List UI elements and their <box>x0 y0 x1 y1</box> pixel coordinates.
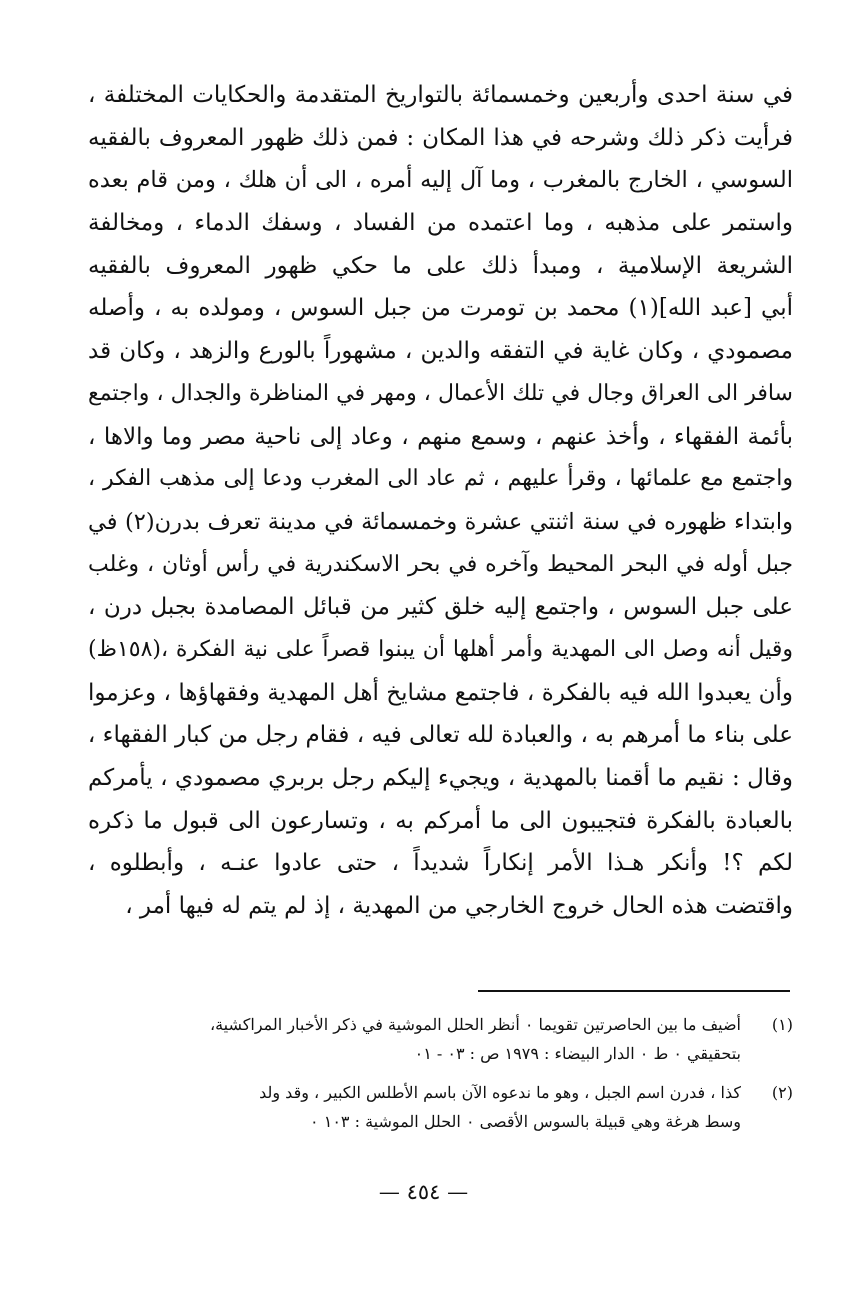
footnote-line: بتحقيقي ٠ ط ٠ الدار البيضاء : ١٩٧٩ ص : ٠٣ - ٠١ <box>414 1044 741 1063</box>
footnote-divider <box>478 990 790 992</box>
footnote-1 <box>95 1010 793 1068</box>
text-line: واقتضت هذه الحال خروج الخارجي من المهدية ، إذ لم يتم له فيها أمر ، <box>125 893 793 920</box>
text-line: وابتداء ظهوره في سنة اثنتي عشرة وخمسمائة في مدينة تعرف بدرن(٢) في <box>88 508 793 535</box>
text-line: لكم ؟! وأنكر هـذا الأمر إنكاراً شديداً ، حتى عادوا عنـه ، وأبطلوه ، <box>88 850 793 877</box>
text-line: على جبل السوس ، واجتمع إليه خلق كثير من قبائل المصامدة بجبل درن ، <box>88 594 793 621</box>
footnotes <box>95 1010 793 1146</box>
text-line: في سنة احدى وأربعين وخمسمائة بالتواريخ المتقدمة والحكايات المختلفة ، <box>88 82 793 108</box>
text-line: بأئمة الفقهاء ، وأخذ عنهم ، وسمع منهم ، وعاد إلى ناحية مصر وما والاها ، <box>88 423 793 450</box>
text-line: وقيل أنه وصل الى المهدية وأمر أهلها أن يبنوا قصراً على نية الفكرة ،(١٥٨ظ) <box>88 636 793 662</box>
text-line: وأن يعبدوا الله فيه بالفكرة ، فاجتمع مشايخ أهل المهدية وفقهاؤها ، وعزموا <box>88 679 793 706</box>
text-line: فرأيت ذكر ذلك وشرحه في هذا المكان : فمن ذلك ظهور المعروف بالفقيه <box>88 124 793 151</box>
text-line: الشريعة الإسلامية ، ومبدأ ذلك على ما حكي ظهور المعروف بالفقيه <box>88 252 793 279</box>
text-line: بالعبادة بالفكرة فتجيبون الى ما أمركم به ، وتسارعون الى قبول ما ذكره <box>88 807 793 834</box>
text-line: على بناء ما أمرهم به ، والعبادة لله تعالى فيه ، فقام رجل من كبار الفقهاء ، <box>88 722 793 749</box>
footnote-marker: (٢) <box>771 1083 793 1102</box>
text-line: وقال : نقيم ما أقمنا بالمهدية ، ويجيء إليكم رجل بربري مصمودي ، يأمركم <box>88 765 793 791</box>
text-line: السوسي ، الخارج بالمغرب ، وما آل إليه أمره ، الى أن هلك ، ومن قام بعده <box>88 167 793 194</box>
footnote-2 <box>95 1078 793 1136</box>
main-text <box>88 74 793 928</box>
footnote-marker: (١) <box>771 1015 793 1034</box>
page-number: — ٤٥٤ — <box>378 1180 469 1204</box>
footnote-line: وسط هرغة وهي قبيلة بالسوس الأقصى ٠ الحلل الموشية : ١٠٣ ٠ <box>310 1112 741 1131</box>
text-line: سافر الى العراق وجال في تلك الأعمال ، ومهر في المناظرة والجدال ، واجتمع <box>88 380 793 406</box>
text-line: واجتمع مع علمائها ، وقرأ عليهم ، ثم عاد الى المغرب ودعا إلى مذهب الفكر ، <box>88 466 793 492</box>
footnote-line: أضيف ما بين الحاصرتين تقويما ٠ أنظر الحلل الموشية في ذكر الأخبار المراكشية، <box>209 1015 741 1034</box>
text-line: جبل أوله في البحر المحيط وآخره في بحر الاسكندرية في رأس أوثان ، وغلب <box>88 551 793 577</box>
text-line: واستمر على مذهبه ، وما اعتمده من الفساد ، وسفك الدماء ، ومخالفة <box>88 210 793 237</box>
text-line: أبي [عبد الله](١) محمد بن تومرت من جبل السوس ، ومولده به ، وأصله <box>88 295 793 322</box>
text-line: مصمودي ، وكان غاية في التفقه والدين ، مشهوراً بالورع والزهد ، وكان قد <box>88 338 793 365</box>
footnote-line: كذا ، فدرن اسم الجبل ، وهو ما ندعوه الآن باسم الأطلس الكبير ، وقد ولد <box>259 1083 741 1102</box>
